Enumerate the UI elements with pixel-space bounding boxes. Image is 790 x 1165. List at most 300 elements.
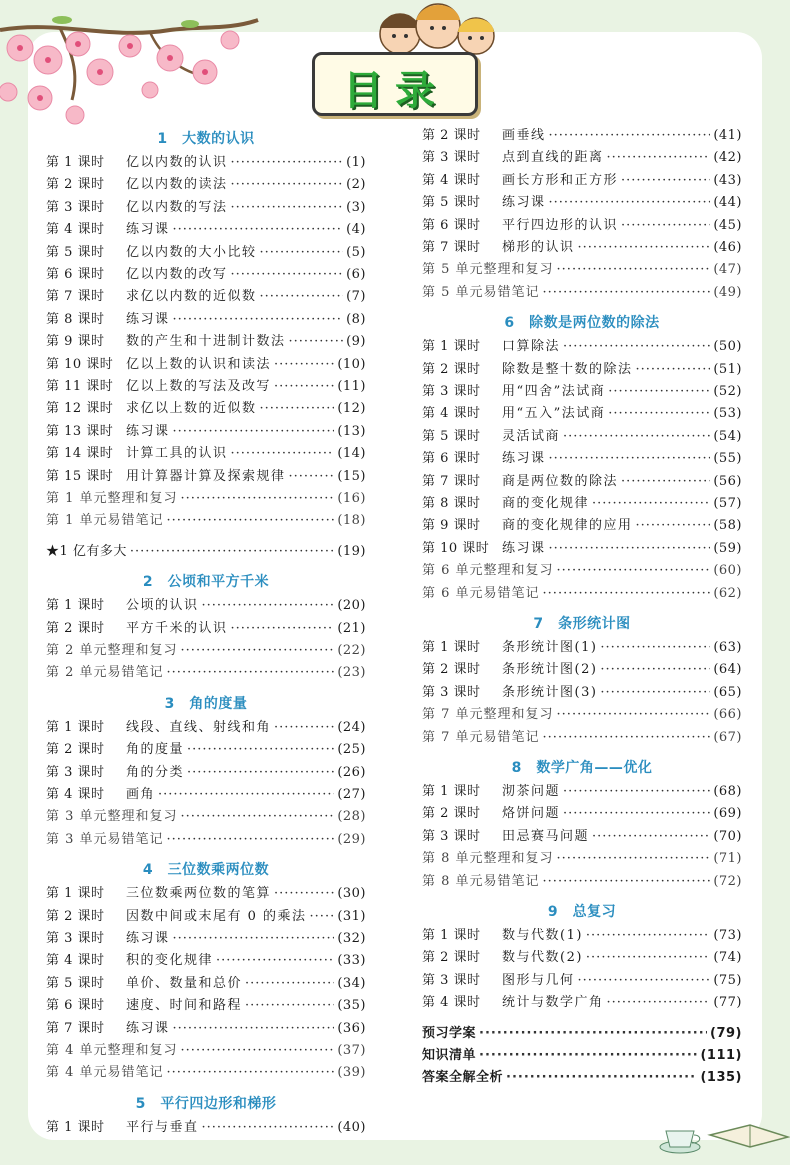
- entry-number: 第 7 课时: [422, 240, 481, 255]
- toc-entry[interactable]: [46, 640, 366, 662]
- toc-entry[interactable]: [46, 829, 366, 851]
- toc-entry[interactable]: [46, 286, 366, 308]
- toc-entry[interactable]: [422, 282, 742, 304]
- entry-number: 第 5 单元易错笔记: [422, 284, 540, 300]
- page-number: (4): [346, 222, 366, 238]
- entry-number: 第 6 课时: [422, 451, 481, 467]
- page-number: (74): [713, 950, 742, 966]
- entry-number: 第 4 单元易错笔记: [46, 1065, 164, 1081]
- page-number: (20): [337, 598, 366, 614]
- page-number: (60): [713, 563, 742, 579]
- page-number: (55): [713, 451, 742, 467]
- dot-leader: [607, 147, 711, 169]
- dot-leader: [274, 717, 334, 739]
- entry-title: 亿以内数的读法: [126, 177, 228, 193]
- entry-title: 练习课: [126, 311, 170, 327]
- entry-number: 第 1 课时: [422, 339, 481, 355]
- dot-leader: [274, 376, 334, 398]
- entry-title: 点到直线的距离: [502, 150, 604, 166]
- entry-title: 用“四舍”法试商: [502, 384, 606, 399]
- entry-title: 练习课: [502, 540, 546, 556]
- page-number: (35): [337, 998, 366, 1014]
- page-number: (46): [713, 240, 742, 255]
- entry-number: 第 5 单元整理和复习: [422, 262, 554, 278]
- toc-entry[interactable]: [46, 376, 366, 398]
- page-number: (26): [337, 764, 366, 780]
- toc-entry[interactable]: [422, 704, 742, 726]
- page-number: (50): [713, 339, 742, 355]
- dot-leader: [578, 970, 711, 992]
- entry-number: 第 3 单元易错笔记: [46, 831, 164, 847]
- entry-number: 第 1 课时: [46, 886, 105, 902]
- page-number: (2): [346, 177, 366, 193]
- toc-entry[interactable]: [46, 973, 366, 995]
- dot-leader: [202, 1117, 335, 1139]
- section-heading: 7 条形统计图: [533, 616, 631, 632]
- toc-entry[interactable]: [46, 1018, 366, 1040]
- page-number: (43): [713, 172, 742, 188]
- page-number: (28): [337, 809, 366, 825]
- page-number: (41): [713, 128, 742, 143]
- toc-entry[interactable]: [422, 359, 742, 381]
- dot-leader: [231, 197, 344, 219]
- entry-number: 第 3 课时: [422, 384, 481, 399]
- entry-number: 第 1 课时: [422, 928, 481, 943]
- entry-title: 商是两位数的除法: [502, 473, 619, 489]
- toc-entry[interactable]: [422, 237, 742, 259]
- toc-entry[interactable]: [422, 871, 742, 893]
- toc-entry[interactable]: [422, 125, 742, 147]
- toc-entry[interactable]: [422, 848, 742, 870]
- dot-leader: [173, 1018, 335, 1040]
- toc-entry[interactable]: [46, 1117, 366, 1139]
- dot-leader: [543, 583, 711, 605]
- toc-entry[interactable]: [422, 1067, 742, 1089]
- dot-leader: [173, 309, 344, 331]
- entry-number: 第 4 课时: [422, 995, 481, 1011]
- dot-leader: [274, 354, 334, 376]
- page-number: (1): [346, 155, 366, 170]
- page-number: (47): [713, 262, 742, 278]
- dot-leader: [608, 381, 710, 403]
- entry-title: 统计与数学广角: [502, 995, 604, 1011]
- dot-leader: [158, 784, 334, 806]
- page-number: (73): [713, 928, 742, 943]
- page-number: (54): [713, 428, 742, 444]
- dot-leader: [231, 618, 335, 640]
- toc-entry[interactable]: [422, 259, 742, 281]
- dot-leader: [479, 1045, 697, 1067]
- page-number: (6): [346, 267, 366, 282]
- page-number: (11): [337, 379, 366, 394]
- entry-number: 第 1 课时: [46, 1119, 105, 1135]
- entry-number: 第 2 课时: [46, 177, 105, 193]
- entry-number: 第 8 单元易错笔记: [422, 873, 540, 889]
- toc-entry[interactable]: [46, 950, 366, 972]
- entry-title: 亿以上数的认识和读法: [126, 356, 272, 372]
- entry-number: 第 1 单元整理和复习: [46, 491, 178, 506]
- dot-leader: [621, 170, 710, 192]
- dot-leader: [289, 466, 335, 488]
- page-number: (34): [337, 975, 366, 991]
- dot-leader: [187, 739, 334, 761]
- entry-title: 烙饼问题: [502, 806, 561, 822]
- entry-title: 练习课: [126, 931, 170, 946]
- toc-entry[interactable]: [422, 826, 742, 848]
- dot-leader: [173, 219, 344, 241]
- dot-leader: [586, 925, 710, 947]
- dot-leader: [607, 992, 711, 1014]
- entry-number: 第 5 课时: [422, 428, 481, 444]
- entry-number: 第 2 课时: [46, 620, 105, 636]
- toc-entry[interactable]: [46, 784, 366, 806]
- toc-entry[interactable]: [422, 970, 742, 992]
- entry-number: 第 2 单元易错笔记: [46, 665, 164, 681]
- page-number: (59): [713, 540, 742, 556]
- toc-entry[interactable]: [422, 803, 742, 825]
- toc-entry[interactable]: [422, 1023, 742, 1045]
- entry-number: 第 2 课时: [422, 662, 481, 678]
- entry-title: 积的变化规律: [126, 953, 214, 969]
- entry-number: 预习学案: [422, 1025, 477, 1041]
- entry-number: 第 2 课时: [422, 128, 481, 143]
- toc-entry[interactable]: [422, 426, 742, 448]
- page-number: (51): [713, 361, 742, 377]
- page-number: (15): [337, 468, 366, 484]
- page-number: (52): [713, 384, 742, 399]
- toc-entry[interactable]: [422, 493, 742, 515]
- page-number: (68): [713, 784, 742, 799]
- page-number: (75): [713, 972, 742, 988]
- entry-number: 第 14 课时: [46, 446, 114, 462]
- toc-entry[interactable]: [46, 309, 366, 331]
- entry-title: 商的变化规律: [502, 496, 590, 511]
- entry-title: 沏茶问题: [502, 784, 561, 799]
- page-number: (16): [337, 491, 366, 506]
- toc-entry[interactable]: [46, 488, 366, 510]
- page-number: (70): [713, 828, 742, 844]
- entry-title: 平行四边形的认识: [502, 217, 619, 233]
- entry-number: 第 2 课时: [422, 361, 481, 377]
- dot-leader: [600, 682, 710, 704]
- entry-number: 第 3 课时: [46, 199, 105, 215]
- entry-title: 田忌赛马问题: [502, 828, 590, 844]
- page-number: (29): [337, 831, 366, 847]
- dot-leader: [592, 826, 710, 848]
- page-number: (71): [713, 851, 742, 867]
- page-number: (19): [337, 543, 366, 559]
- entry-number: 第 4 课时: [46, 787, 105, 802]
- entry-number: 第 2 单元整理和复习: [46, 643, 178, 658]
- entry-title: 画角: [126, 787, 156, 802]
- entry-number: 知识清单: [422, 1048, 477, 1063]
- dot-leader: [636, 359, 711, 381]
- dot-leader: [563, 781, 710, 803]
- toc-entry[interactable]: [46, 928, 366, 950]
- entry-number: 第 8 课时: [46, 311, 105, 327]
- dot-leader: [231, 264, 344, 286]
- page-number: (39): [337, 1065, 366, 1081]
- entry-title: 画垂线: [502, 128, 546, 143]
- dot-leader: [231, 443, 335, 465]
- entry-title: 角的分类: [126, 764, 185, 780]
- toc-entry[interactable]: [422, 147, 742, 169]
- toc-entry[interactable]: [422, 781, 742, 803]
- toc-entry[interactable]: [46, 242, 366, 264]
- dot-leader: [187, 762, 334, 784]
- dot-leader: [543, 727, 711, 749]
- page-number: (62): [713, 585, 742, 601]
- entry-title: 公顷的认识: [126, 598, 199, 614]
- entry-title: 图形与几何: [502, 972, 575, 988]
- entry-number: 第 13 课时: [46, 423, 114, 439]
- toc-entry[interactable]: [422, 992, 742, 1014]
- entry-number: 第 10 课时: [422, 540, 490, 556]
- section-heading: 6 除数是两位数的除法: [504, 315, 660, 332]
- entry-number: 第 3 课时: [422, 684, 481, 700]
- dot-leader: [173, 421, 335, 443]
- dot-leader: [181, 806, 335, 828]
- toc-entry[interactable]: [46, 662, 366, 684]
- toc-entry[interactable]: [422, 637, 742, 659]
- entry-number: 第 5 课时: [46, 244, 105, 260]
- entry-number: 第 5 课时: [46, 975, 105, 991]
- toc-entry[interactable]: [422, 448, 742, 470]
- entry-number: 第 7 课时: [46, 1020, 105, 1036]
- entry-title: 亿以内数的认识: [126, 155, 228, 170]
- entry-title: 除数是整十数的除法: [502, 361, 633, 377]
- entry-title: 口算除法: [502, 339, 561, 355]
- toc-entry[interactable]: [46, 466, 366, 488]
- page-number: (45): [713, 217, 742, 233]
- toc-entry[interactable]: [46, 354, 366, 376]
- section-heading: 8 数学广角——优化: [511, 760, 653, 776]
- section-heading: 1 大数的认识: [157, 131, 255, 147]
- toc-entry[interactable]: [46, 1062, 366, 1084]
- dot-leader: [231, 174, 344, 196]
- dot-leader: [260, 242, 344, 264]
- page-number: (9): [346, 334, 366, 350]
- title-card: [312, 52, 478, 116]
- entry-number: 第 2 课时: [46, 742, 105, 758]
- entry-title: 因数中间或末尾有 0 的乘法: [126, 908, 307, 924]
- page-number: (33): [337, 953, 366, 969]
- entry-title: 梯形的认识: [502, 240, 575, 255]
- page-number: (67): [713, 729, 742, 745]
- entry-number: 第 6 单元易错笔记: [422, 585, 540, 601]
- toc-entry[interactable]: [422, 947, 742, 969]
- entry-number: 第 2 课时: [422, 806, 481, 822]
- page-number: (3): [346, 199, 366, 215]
- toc-entry[interactable]: [46, 219, 366, 241]
- toc-entry[interactable]: [46, 152, 366, 174]
- section-heading: 4 三位数乘两位数: [142, 862, 270, 879]
- toc-entry[interactable]: [46, 443, 366, 465]
- toc-entry[interactable]: [46, 762, 366, 784]
- dot-leader: [245, 973, 334, 995]
- dot-leader: [181, 1040, 335, 1062]
- dot-leader: [549, 538, 711, 560]
- entry-number: 第 6 课时: [46, 267, 105, 282]
- entry-title: 数与代数(1): [502, 928, 583, 943]
- page-number: (69): [713, 806, 742, 822]
- toc-entry[interactable]: [422, 381, 742, 403]
- toc-entry[interactable]: [422, 192, 742, 214]
- entry-title: 单价、数量和总价: [126, 975, 243, 991]
- entry-number: 第 12 课时: [46, 401, 114, 417]
- page-number: (14): [337, 446, 366, 462]
- page-number: (79): [710, 1025, 742, 1041]
- page-number: (72): [713, 873, 742, 889]
- entry-number: 第 1 单元易错笔记: [46, 513, 164, 529]
- entry-title: 商的变化规律的应用: [502, 518, 633, 534]
- entry-number: 第 7 单元整理和复习: [422, 707, 554, 723]
- entry-number: 第 1 课时: [46, 598, 105, 614]
- entry-title: 亿以内数的写法: [126, 199, 228, 215]
- dot-leader: [563, 803, 710, 825]
- page-title: 目录: [343, 68, 447, 114]
- dot-leader: [310, 906, 335, 928]
- toc-entry[interactable]: [46, 264, 366, 286]
- dot-leader: [202, 595, 335, 617]
- entry-title: 灵活试商: [502, 428, 561, 444]
- toc-entry[interactable]: [422, 336, 742, 358]
- dot-leader: [543, 871, 711, 893]
- page-number: (42): [713, 150, 742, 166]
- entry-number: 第 3 课时: [422, 150, 481, 166]
- dot-leader: [173, 928, 335, 950]
- page-number: (7): [346, 289, 366, 305]
- toc-entry[interactable]: [422, 682, 742, 704]
- toc-entry[interactable]: [422, 560, 742, 582]
- entry-number: 第 4 课时: [46, 222, 105, 238]
- entry-number: 第 4 课时: [46, 953, 105, 969]
- page-number: (27): [337, 787, 366, 802]
- page-number: (111): [700, 1048, 742, 1063]
- toc-entry[interactable]: [46, 510, 366, 532]
- page-number: (56): [713, 473, 742, 489]
- toc-entry[interactable]: [46, 1040, 366, 1062]
- dot-leader: [557, 560, 711, 582]
- toc-entry[interactable]: [422, 215, 742, 237]
- teacup-book-decoration: [650, 1085, 790, 1165]
- dot-leader: [600, 637, 710, 659]
- toc-entry[interactable]: [422, 515, 742, 537]
- entry-title: 用计算器计算及探索规律: [126, 468, 286, 484]
- dot-leader: [543, 282, 711, 304]
- dot-leader: [216, 950, 334, 972]
- toc-entry[interactable]: [422, 403, 742, 425]
- toc-entry[interactable]: [46, 398, 366, 420]
- dot-leader: [578, 237, 711, 259]
- dot-leader: [130, 541, 334, 563]
- entry-number: 第 9 课时: [46, 334, 105, 350]
- entry-title: 计算工具的认识: [126, 446, 228, 462]
- toc-entry[interactable]: [422, 1045, 742, 1067]
- dot-leader: [600, 659, 710, 681]
- toc-entry[interactable]: [46, 883, 366, 905]
- entry-title: 条形统计图(3): [502, 684, 598, 700]
- entry-number: 答案全解全析: [422, 1070, 504, 1086]
- toc-entry[interactable]: [46, 197, 366, 219]
- section-heading: 9 总复习: [547, 904, 617, 920]
- page-number: (57): [713, 496, 742, 511]
- page-number: (66): [713, 707, 742, 723]
- page-number: (77): [713, 995, 742, 1011]
- dot-leader: [260, 286, 344, 308]
- entry-title: 练习课: [126, 423, 170, 439]
- entry-number: 第 3 课时: [46, 764, 105, 780]
- dot-leader: [586, 947, 710, 969]
- toc-entry[interactable]: [46, 806, 366, 828]
- entry-number: 第 1 课时: [422, 784, 481, 799]
- toc-entry[interactable]: [422, 925, 742, 947]
- toc-entry[interactable]: [422, 471, 742, 493]
- entry-number: 第 4 课时: [422, 172, 481, 188]
- entry-title: 求亿以上数的近似数: [126, 401, 257, 417]
- entry-title: 三位数乘两位数的笔算: [126, 886, 272, 902]
- page-number: (40): [337, 1119, 366, 1135]
- entry-title: 速度、时间和路程: [126, 998, 243, 1014]
- page-number: (135): [700, 1070, 742, 1086]
- toc-entry[interactable]: [46, 595, 366, 617]
- entry-number: 第 1 课时: [46, 719, 105, 735]
- toc-entry[interactable]: [422, 170, 742, 192]
- entry-title: 条形统计图(2): [502, 662, 598, 678]
- entry-number: 第 6 课时: [46, 998, 105, 1014]
- dot-leader: [592, 493, 710, 515]
- entry-number: 第 8 课时: [422, 496, 481, 511]
- toc-entry[interactable]: [422, 659, 742, 681]
- page-number: (63): [713, 640, 742, 655]
- toc-entry[interactable]: [46, 717, 366, 739]
- entry-title: 练习课: [502, 195, 546, 211]
- entry-title: 角的度量: [126, 742, 185, 758]
- dot-leader: [557, 848, 711, 870]
- toc-entry[interactable]: [46, 421, 366, 443]
- entry-title: 练习课: [126, 1020, 170, 1036]
- dot-leader: [621, 471, 710, 493]
- entry-number: 第 11 课时: [46, 379, 114, 394]
- toc-entry[interactable]: [422, 583, 742, 605]
- toc-entry[interactable]: [46, 541, 366, 563]
- dot-leader: [231, 152, 344, 174]
- entry-number: 第 5 课时: [422, 195, 481, 211]
- section-heading: 3 角的度量: [164, 695, 248, 712]
- entry-number: 第 9 课时: [422, 518, 481, 534]
- toc-entry[interactable]: [422, 538, 742, 560]
- page-number: (5): [346, 244, 366, 260]
- section-heading: 5 平行四边形和梯形: [135, 1095, 277, 1112]
- dot-leader: [181, 640, 335, 662]
- page-number: (49): [713, 284, 742, 300]
- page-number: (58): [713, 518, 742, 534]
- dot-leader: [479, 1023, 707, 1045]
- page-number: (37): [337, 1043, 366, 1058]
- entry-title: 亿以内数的大小比较: [126, 244, 257, 260]
- toc-entry[interactable]: [46, 618, 366, 640]
- dot-leader: [245, 995, 334, 1017]
- dot-leader: [636, 515, 711, 537]
- toc-entry[interactable]: [46, 739, 366, 761]
- toc-entry[interactable]: [46, 906, 366, 928]
- toc-entry[interactable]: [46, 174, 366, 196]
- toc-entry[interactable]: [422, 727, 742, 749]
- toc-entry[interactable]: [46, 331, 366, 353]
- page-number: (64): [713, 662, 742, 678]
- entry-number: 第 6 课时: [422, 217, 481, 233]
- toc-entry[interactable]: [46, 995, 366, 1017]
